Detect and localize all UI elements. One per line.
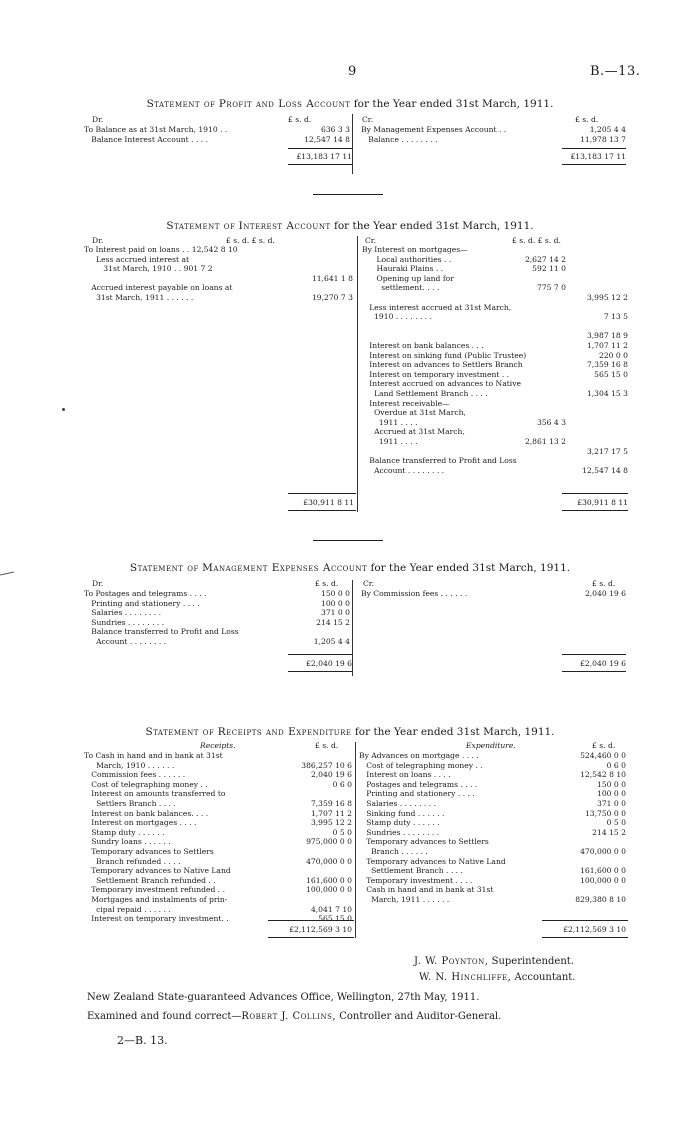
ia-rule-right — [562, 493, 628, 494]
re-rule-left — [268, 920, 354, 921]
ledger-row-text: Sinking fund . . . . . . — [359, 808, 447, 818]
ledger-amount: 0 6 0 — [332, 779, 352, 789]
re-rule-left-2 — [268, 937, 354, 938]
ledger-row-text: Accrued at 31st March, — [362, 427, 465, 437]
pl-cr-label: Cr. — [362, 115, 374, 124]
ledger-row-text: By Management Expenses Account . . — [361, 125, 509, 134]
ledger-row-text: By Interest on mortgages— — [362, 245, 468, 254]
re-divider — [355, 742, 356, 938]
ledger-row-text: Temporary investment refunded . . — [84, 885, 228, 895]
ledger-row-text: 1911 . . . . — [362, 437, 420, 446]
signature-accountant: W. N. Hinchliffe, Accountant. — [419, 972, 576, 983]
ledger-amount: 2,627 14 2 — [524, 254, 566, 264]
ledger-row-text: Balance . . . . . . . . — [361, 134, 440, 144]
ledger-row-text: Interest on bank balances . . . — [362, 341, 487, 350]
profit-loss-title: Statement of Profit and Loss Account for the Year ended 31st March, 1911. — [146, 98, 554, 110]
sheet-mark: 2—B. 13. — [117, 1034, 168, 1047]
ledger-row-text: Printing and stationery . . . . — [359, 789, 478, 799]
ledger-row-text: Interest on temporary investment. . — [84, 914, 232, 924]
ledger-row-text: Settlement Branch . . . . — [359, 866, 466, 876]
ledger-row-text: Balance transferred to Profit and Loss — [362, 456, 517, 466]
ledger-amount: 12,547 14 8 — [304, 134, 350, 144]
examined-line: Examined and found correct—Robert J. Collins, Controller and Auditor-General. — [87, 1011, 502, 1022]
ia-lsd-right: £ s. d. £ s. d. — [512, 236, 561, 245]
ledger-row-text: By Commission fees . . . . . . — [361, 589, 470, 598]
ledger-row-text: To Balance as at 31st March, 1910 . . — [84, 125, 230, 134]
ledger-amount: 975,000 0 0 — [306, 837, 352, 847]
ledger-row-text: Salaries . . . . . . . . — [359, 799, 439, 808]
ledger-amount: 371 0 0 — [321, 608, 350, 618]
re-rule-right — [542, 920, 628, 921]
ia-dr-label: Dr. — [92, 236, 104, 245]
interest-title: Statement of Interest Account for the Year ended 31st March, 1911. — [166, 220, 534, 232]
ia-rule-left-2 — [288, 510, 356, 511]
ledger-amount: 214 15 2 — [316, 617, 350, 627]
ledger-amount: 1,304 15 3 — [586, 389, 628, 398]
ledger-amount: 7 13 5 — [603, 312, 628, 322]
ledger-row-text: Temporary advances to Native Land — [359, 856, 506, 866]
ledger-row-text: 31st March, 1911 . . . . . . — [84, 293, 196, 302]
page-number: 9 — [348, 64, 357, 79]
ledger-amount: 565 15 0 — [318, 914, 352, 924]
office-line: New Zealand State-guaranteed Advances Office, Wellington, 27th May, 1911. — [87, 992, 480, 1003]
ledger-amount: 220 0 0 — [599, 350, 628, 360]
ledger-row-text: March, 1910 . . . . . . — [84, 760, 177, 770]
ledger-amount: 161,600 0 0 — [306, 875, 352, 885]
ledger-amount: 470,000 0 0 — [580, 847, 626, 856]
ledger-row-text: Cost of telegraphing money . . — [359, 760, 486, 770]
ledger-amount: 13,750 0 0 — [584, 808, 626, 818]
ledger-row-text: Temporary advances to Settlers — [84, 847, 214, 856]
ledger-amount: 19,270 7 3 — [311, 293, 353, 302]
ledger-row-text: Temporary advances to Settlers — [359, 837, 489, 847]
me-total-left: £2,040 19 6 — [306, 659, 352, 668]
ledger-amount: 7,359 16 8 — [310, 799, 352, 808]
ledger-row-text: Printing and stationery . . . . — [84, 598, 203, 608]
ia-rule-right-2 — [562, 510, 628, 511]
me-rule-left-2 — [288, 671, 352, 672]
ledger-row-text: cipal repaid . . . . . . — [84, 904, 174, 914]
ledger-amount: 356 4 3 — [537, 417, 566, 427]
ledger-row-text: Interest on temporary investment . . — [362, 369, 512, 379]
ledger-amount: 2,040 19 6 — [584, 589, 626, 598]
document-reference: B.—13. — [590, 64, 641, 79]
ledger-amount: 2,040 19 6 — [310, 770, 352, 780]
ledger-amount: 100 0 0 — [597, 789, 626, 799]
me-total-right: £2,040 19 6 — [580, 659, 626, 668]
ledger-row-text: Interest receivable— — [362, 398, 450, 408]
ledger-row-text: Interest on loans . . . . — [359, 770, 454, 780]
me-divider — [352, 580, 353, 676]
ledger-row-text: Interest on advances to Settlers Branch — [362, 360, 523, 370]
ledger-row-text: Account . . . . . . . . — [84, 637, 169, 646]
pl-total-left: £13,183 17 11 — [296, 152, 352, 161]
ledger-amount: 829,380 8 10 — [575, 895, 626, 904]
ledger-amount: 386,257 10 6 — [301, 760, 352, 770]
ledger-row-text: Stamp duty . . . . . . — [84, 827, 167, 837]
ledger-row-text: Interest accrued on advances to Native — [362, 379, 521, 389]
ledger-row-text: Balance transferred to Profit and Loss — [84, 627, 239, 637]
ledger-row-text: Cost of telegraphing money . . — [84, 779, 211, 789]
ledger-row-text: Interest on amounts transferred to — [84, 789, 226, 799]
ledger-amount: 100,000 0 0 — [306, 885, 352, 895]
ledger-row-text: Balance Interest Account . . . . — [84, 134, 211, 144]
section-separator — [313, 194, 383, 195]
ledger-row-text: Cash in hand and in bank at 31st — [359, 885, 494, 895]
ledger-amount: 2,861 13 2 — [524, 437, 566, 446]
ledger-row-text: Stamp duty . . . . . . — [359, 818, 442, 828]
ledger-amount: 12,547 14 8 — [582, 465, 628, 475]
ledger-row-text: To Interest paid on loans . . 12,542 8 10 — [84, 245, 238, 254]
re-total-left: £2,112,569 3 10 — [289, 925, 352, 934]
receipts-title: Statement of Receipts and Expenditure for the Year ended 31st March, 1911. — [145, 726, 555, 738]
ia-lsd-left: £ s. d. £ s. d. — [226, 236, 275, 245]
ledger-amount: 3,987 18 9 — [586, 331, 628, 341]
me-lsd-left: £ s. d. — [315, 579, 339, 588]
ledger-row-text: Interest on mortgages . . . . — [84, 818, 199, 828]
ledger-row-text: Branch . . . . . . — [359, 847, 431, 856]
ia-divider — [357, 236, 358, 512]
ledger-row-text: Mortgages and instalments of prin- — [84, 895, 228, 904]
pl-lsd-left: £ s. d. — [288, 115, 312, 124]
ledger-amount: 371 0 0 — [597, 799, 626, 808]
ledger-amount: 11,641 1 8 — [311, 273, 353, 283]
ledger-amount: 0 5 0 — [606, 818, 626, 828]
ledger-row-text: Local authorities . . — [362, 254, 454, 264]
ledger-row-text: Commission fees . . . . . . — [84, 770, 188, 780]
ledger-amount: 161,600 0 0 — [580, 866, 626, 876]
ledger-row-text: Temporary advances to Native Land — [84, 866, 231, 876]
ledger-row-text: To Postages and telegrams . . . . — [84, 589, 209, 598]
ledger-amount: 3,217 17 5 — [586, 446, 628, 456]
ledger-row-text: Less interest accrued at 31st March, — [362, 302, 512, 312]
ia-cr-label: Cr. — [365, 236, 377, 245]
ledger-amount: 100,000 0 0 — [580, 875, 626, 885]
pl-rule-left — [288, 148, 352, 149]
ledger-row-text: 1910 . . . . . . . . — [362, 312, 435, 322]
ledger-row-text: 1911 . . . . — [362, 417, 420, 427]
signature-superintendent: J. W. Poynton, Superintendent. — [414, 956, 574, 967]
ledger-row-text: Account . . . . . . . . — [362, 465, 447, 475]
ledger-amount: 3,995 12 2 — [310, 818, 352, 828]
ledger-amount: 4,041 7 10 — [310, 904, 352, 914]
pl-rule-right-2 — [562, 164, 626, 165]
ledger-row-text: Interest on sinking fund (Public Trustee) — [362, 350, 527, 360]
scan-dot — [62, 408, 65, 411]
pl-rule-right — [562, 148, 626, 149]
me-cr-label: Cr. — [363, 579, 375, 588]
ledger-row-text: Sundries . . . . . . . . — [84, 617, 167, 627]
ledger-row-text: Sundry loans . . . . . . — [84, 837, 174, 847]
ledger-row-text: Land Settlement Branch . . . . — [362, 389, 491, 398]
re-lsd-right: £ s. d. — [592, 741, 616, 750]
ledger-amount: 1,205 4 4 — [313, 637, 350, 646]
ledger-amount: 0 5 0 — [332, 827, 352, 837]
ia-rule-left — [288, 493, 356, 494]
ledger-row-text: 31st March, 1910 . . 901 7 2 — [84, 264, 213, 274]
ledger-row-text: settlement. . . . — [362, 283, 442, 293]
me-rule-right — [562, 654, 626, 655]
me-lsd-right: £ s. d. — [592, 579, 616, 588]
me-dr-label: Dr. — [92, 579, 104, 588]
re-lsd-left: £ s. d. — [315, 741, 339, 750]
pl-lsd-right: £ s. d. — [575, 115, 599, 124]
me-rule-left — [288, 654, 352, 655]
pl-dr-label: Dr. — [92, 115, 104, 124]
ia-total-right: £30,911 8 11 — [577, 498, 628, 507]
ledger-row-text: Temporary investment . . . . — [359, 875, 475, 885]
ledger-row-text: March, 1911 . . . . . . — [359, 895, 452, 904]
ledger-row-text: Opening up land for — [362, 273, 454, 283]
management-title: Statement of Management Expenses Account for the Year ended 31st March, 1911. — [129, 562, 571, 574]
ledger-row-text: Accrued interest payable on loans at — [84, 283, 233, 293]
ledger-amount: 150 0 0 — [597, 779, 626, 789]
pl-total-right: £13,183 17 11 — [570, 152, 626, 161]
ia-total-left: £30,911 8 11 — [303, 498, 354, 507]
ledger-amount: 3,995 12 2 — [586, 293, 628, 302]
ledger-row-text: Branch refunded . . . . — [84, 856, 183, 866]
ledger-amount: 1,707 11 2 — [586, 341, 628, 350]
ledger-amount: 592 11 0 — [532, 264, 566, 274]
ledger-amount: 7,359 16 8 — [586, 360, 628, 370]
pl-rule-left-2 — [288, 164, 352, 165]
ledger-amount: 11,978 13 7 — [580, 134, 626, 144]
ledger-row-text: Postages and telegrams . . . . — [359, 779, 480, 789]
ledger-amount: 100 0 0 — [321, 598, 350, 608]
ledger-amount: 150 0 0 — [321, 589, 350, 598]
me-rule-right-2 — [562, 671, 626, 672]
ledger-row-text: To Cash in hand and in bank at 31st — [84, 751, 223, 760]
ledger-amount: 214 15 2 — [592, 827, 626, 837]
pl-divider — [352, 114, 353, 174]
re-total-right: £2,112,569 3 10 — [563, 925, 626, 934]
expenditure-heading: Expenditure. — [466, 741, 516, 750]
section-separator — [313, 540, 383, 541]
ledger-amount: 1,707 11 2 — [310, 808, 352, 818]
ledger-amount: 636 3 3 — [321, 125, 350, 134]
ledger-row-text: Overdue at 31st March, — [362, 408, 466, 418]
re-rule-right-2 — [542, 937, 628, 938]
ledger-amount: 775 7 0 — [537, 283, 566, 293]
ledger-row-text: Salaries . . . . . . . . — [84, 608, 164, 618]
ledger-amount: 524,460 0 0 — [580, 751, 626, 760]
ledger-amount: 1,205 4 4 — [589, 125, 626, 134]
ledger-amount: 470,000 0 0 — [306, 856, 352, 866]
ledger-row-text: Interest on bank balances. . . . — [84, 808, 211, 818]
ledger-row-text: Settlers Branch . . . . — [84, 799, 179, 808]
ledger-amount: 12,542 8 10 — [580, 770, 626, 780]
receipts-heading: Receipts. — [200, 741, 236, 750]
ledger-row-text: Sundries . . . . . . . . — [359, 827, 442, 837]
ledger-amount: 565 15 0 — [594, 369, 628, 379]
ledger-row-text: Less accrued interest at — [84, 254, 190, 264]
ledger-row-text: By Advances on mortgage . . . . — [359, 751, 482, 760]
ledger-row-text: Hauraki Plains . . — [362, 264, 446, 274]
ledger-amount: 0 6 0 — [606, 760, 626, 770]
ledger-row-text: Settlement Branch refunded . . — [84, 875, 219, 885]
